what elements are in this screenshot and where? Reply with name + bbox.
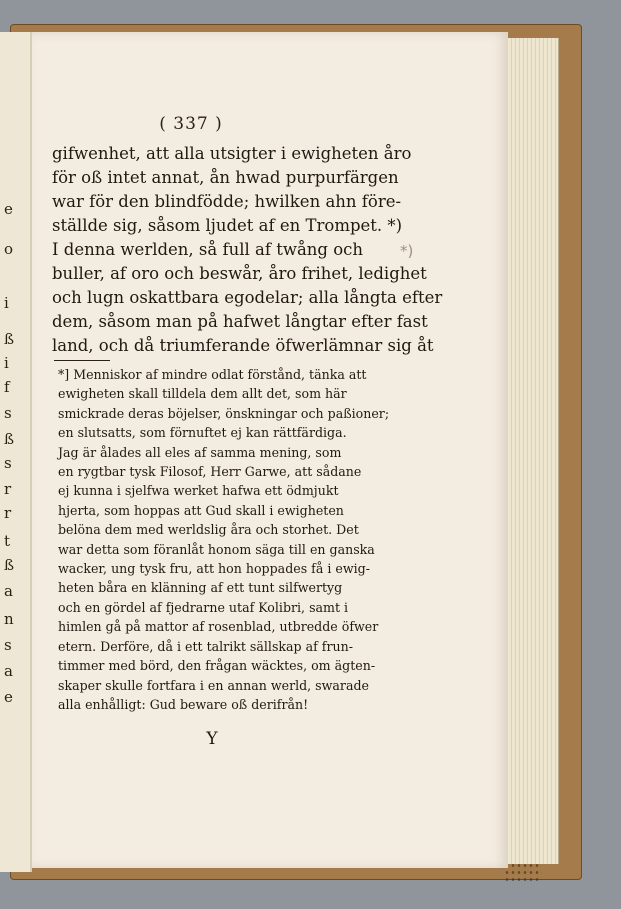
main-text-line: och lugn oskattbara egodelar; alla långta efter bbox=[52, 288, 443, 307]
left-page-glyph: s bbox=[4, 636, 12, 654]
main-text-line: ställde sig, såsom ljudet af en Trompet. *) bbox=[52, 216, 403, 235]
footnote-line: timmer med börd, den frågan wäcktes, om ägten- bbox=[58, 658, 376, 674]
left-page-glyph: s bbox=[4, 404, 12, 422]
main-text-line: buller, af oro och beswår, åro frihet, ledighet bbox=[52, 264, 427, 283]
footnote-line: och en gördel af fjedrarne utaf Kolibri, samt i bbox=[58, 599, 349, 615]
footnote-line: Jag är ålades all eles af samma mening, som bbox=[58, 444, 342, 460]
left-page-glyph: ß bbox=[4, 556, 15, 574]
footnote-line: himlen gå på mattor af rosenblad, utbredde öfwer bbox=[58, 619, 379, 635]
footnote-line: heten båra en klänning af ett tunt silfwertyg bbox=[58, 580, 343, 596]
left-page-glyph: e bbox=[4, 688, 13, 706]
left-page-glyph: r bbox=[4, 504, 12, 522]
left-page-glyph: t bbox=[4, 532, 11, 550]
main-text-line: dem, såsom man på hafwet långtar efter fast bbox=[52, 312, 428, 331]
footnote-line: en slutsatts, som förnuftet ej kan rättfärdiga. bbox=[58, 425, 347, 441]
page-number: ( 337 ) bbox=[159, 114, 223, 134]
book-page bbox=[32, 32, 508, 868]
left-page-glyph: e bbox=[4, 200, 13, 218]
main-text-line: war för den blindfödde; hwilken ahn före- bbox=[52, 192, 402, 211]
footnote-line: war detta som föranlåt honom säga till en ganska bbox=[58, 541, 375, 557]
main-text bbox=[52, 142, 443, 358]
pencil-mark: *) bbox=[400, 242, 414, 260]
left-page-glyph: ß bbox=[4, 330, 15, 348]
main-text-line: gifwenhet, att alla utsigter i ewigheten åro bbox=[52, 144, 412, 163]
footnote-line: ewigheten skall tilldela dem allt det, som här bbox=[58, 386, 347, 402]
footnote-line: belöna dem med werldslig åra och storhet. Det bbox=[58, 522, 359, 538]
footnote-line: smickrade deras böjelser, önskningar och paßioner; bbox=[58, 405, 390, 421]
footnote-line: ej kunna i sjelfwa werket hafwa ett ödmjukt bbox=[58, 483, 339, 499]
main-text-line: land, och då triumferande öfwerlämnar sig åt bbox=[52, 336, 434, 355]
page-edges bbox=[500, 38, 559, 864]
left-page-glyph: a bbox=[4, 662, 13, 680]
left-page-glyph: i bbox=[4, 354, 9, 372]
left-page-glyph: ß bbox=[4, 430, 15, 448]
footnote bbox=[58, 365, 390, 714]
footnote-line: hjerta, som hoppas att Gud skall i ewigheten bbox=[58, 502, 344, 518]
printer-signature: Y bbox=[206, 729, 218, 749]
footnote-line: skaper skulle fortfara i en annan werld, swarade bbox=[58, 677, 369, 693]
footnote-rule bbox=[54, 360, 110, 361]
footnote-line: wacker, ung tysk fru, att hon hoppades få i ewig- bbox=[58, 561, 370, 577]
footnote-line: alla enhålligt: Gud beware oß derifrån! bbox=[58, 696, 309, 712]
left-page-glyph: f bbox=[4, 378, 10, 396]
footnote-line: en rygtbar tysk Filosof, Herr Garwe, att sådane bbox=[58, 464, 362, 480]
main-text-line: I denna werlden, så full af twång och bbox=[52, 240, 364, 259]
main-text-line: för oß intet annat, ån hwad purpurfärgen bbox=[52, 168, 399, 187]
footnote-line: etern. Derföre, då i ett talrikt sällskap af frun- bbox=[58, 638, 353, 654]
left-page-edge bbox=[0, 32, 32, 872]
left-page-glyph: i bbox=[4, 294, 9, 312]
left-page-glyph: o bbox=[4, 240, 14, 258]
footnote-line: *] Menniskor af mindre odlat förstånd, tänka att bbox=[58, 367, 367, 382]
left-page-glyph: r bbox=[4, 480, 12, 498]
left-page-glyph: s bbox=[4, 454, 12, 472]
left-page-glyph: a bbox=[4, 582, 13, 600]
left-page-glyph: n bbox=[4, 610, 14, 628]
